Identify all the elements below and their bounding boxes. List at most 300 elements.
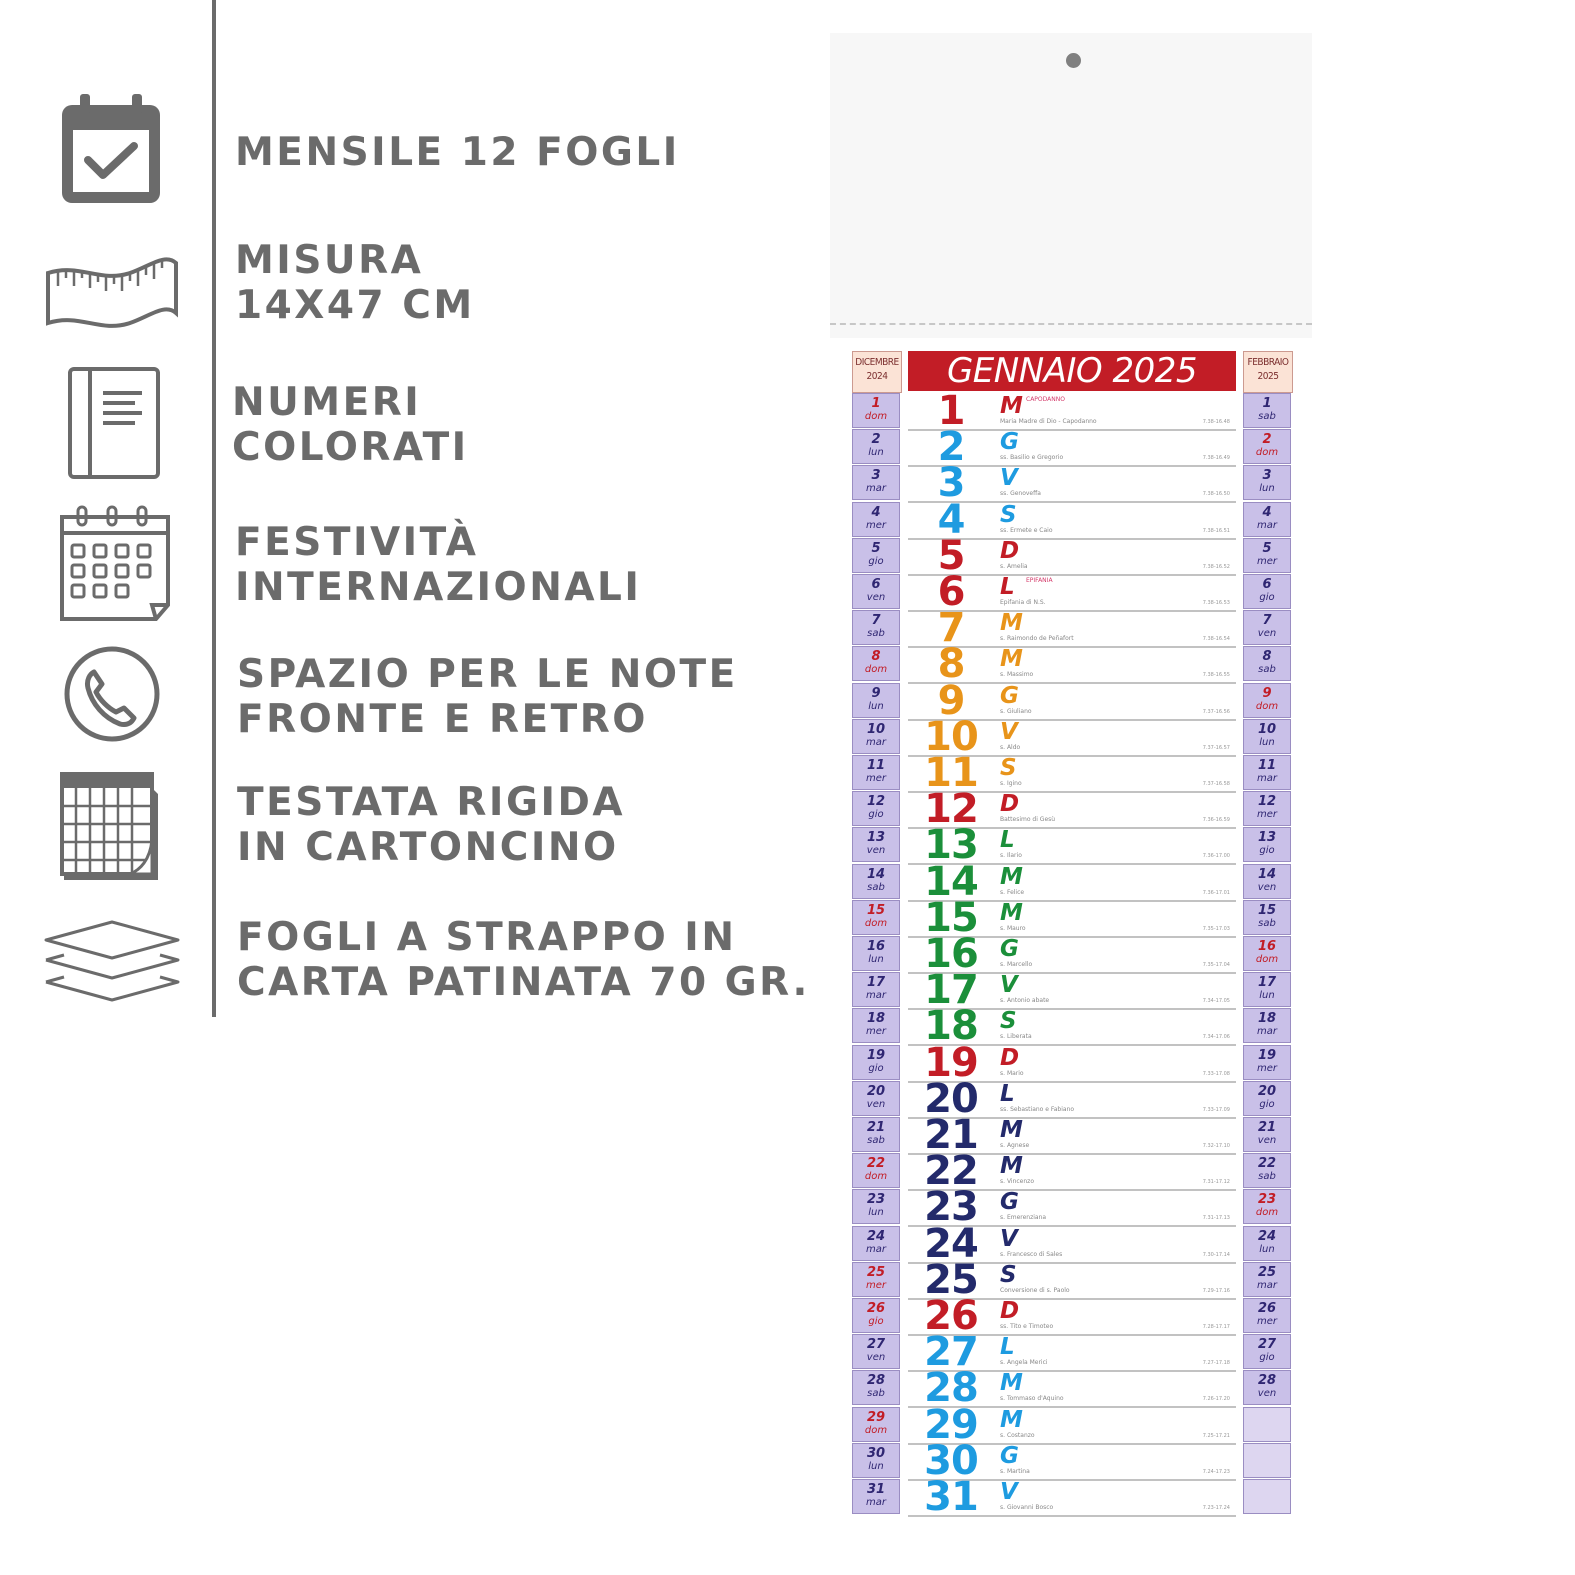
perforation-line bbox=[830, 323, 1312, 325]
sun-times: 7.38-16.51 bbox=[1202, 527, 1230, 534]
weekday-letter: S bbox=[1000, 1261, 1017, 1288]
saint-name: Maria Madre di Dio - Capodanno bbox=[1000, 418, 1097, 425]
side-day-number: 7 bbox=[1262, 613, 1272, 629]
day-number: 7 bbox=[937, 605, 965, 652]
sun-times: 7.38-16.49 bbox=[1202, 455, 1230, 462]
side-day-cell bbox=[852, 1298, 900, 1333]
saint-name: s. Costanzo bbox=[1000, 1431, 1035, 1439]
side-day-number: 14 bbox=[1257, 866, 1277, 882]
side-day-number: 12 bbox=[866, 794, 886, 810]
side-weekday: lun bbox=[1259, 990, 1275, 1002]
side-weekday: mer bbox=[1256, 809, 1277, 821]
side-day-number: 16 bbox=[1257, 939, 1277, 954]
feature-label: TESTATA RIGIDA IN CARTONCINO bbox=[237, 780, 626, 870]
weekday-letter: D bbox=[1000, 791, 1020, 818]
side-weekday: mar bbox=[866, 736, 886, 748]
side-day-cell bbox=[852, 393, 900, 428]
weekday-letter: L bbox=[1000, 827, 1015, 854]
day-number: 14 bbox=[924, 858, 978, 905]
side-weekday: mar bbox=[1257, 1026, 1277, 1038]
sun-times: 7.33-17.09 bbox=[1202, 1106, 1230, 1113]
weekday-letter: V bbox=[1000, 1479, 1018, 1505]
saint-name: Conversione di s. Paolo bbox=[1000, 1286, 1070, 1294]
side-day-number: 11 bbox=[1257, 758, 1277, 773]
side-day-number: 28 bbox=[866, 1373, 886, 1389]
weekday-letter: V bbox=[1000, 1225, 1018, 1252]
saint-name: s. Emerenziana bbox=[1000, 1214, 1047, 1222]
saint-name: s. Raimondo de Peñafort bbox=[1000, 635, 1074, 643]
side-weekday: lun bbox=[1259, 736, 1275, 748]
side-day-cell bbox=[1243, 1443, 1291, 1478]
side-day-cell bbox=[852, 972, 900, 1007]
side-day-number: 17 bbox=[866, 975, 886, 991]
side-weekday: ven bbox=[1257, 1135, 1277, 1146]
side-day-number: 24 bbox=[1257, 1228, 1277, 1244]
weekday-letter: M bbox=[1000, 899, 1023, 926]
side-day-cell bbox=[1243, 1479, 1291, 1514]
day-number: 13 bbox=[924, 822, 978, 869]
side-day-cell bbox=[852, 1153, 900, 1188]
sun-times: 7.35-17.04 bbox=[1202, 962, 1230, 968]
side-weekday: sab bbox=[1258, 917, 1276, 929]
sun-times: 7.30-17.14 bbox=[1202, 1251, 1230, 1258]
side-day-number: 20 bbox=[866, 1083, 886, 1099]
side-day-cell bbox=[852, 1226, 900, 1261]
side-weekday: sab bbox=[867, 881, 885, 893]
weekday-letter: M bbox=[1000, 863, 1023, 890]
side-day-cell bbox=[1243, 1081, 1291, 1116]
saint-name: s. Massimo bbox=[1000, 671, 1034, 679]
day-number: 1 bbox=[937, 388, 965, 434]
day-number: 31 bbox=[924, 1474, 978, 1520]
saint-name: s. Tommaso d'Aquino bbox=[1000, 1395, 1064, 1403]
side-day-cell bbox=[1243, 864, 1291, 899]
side-weekday: mar bbox=[866, 1497, 886, 1508]
side-weekday: mar bbox=[1257, 519, 1277, 531]
day-number: 26 bbox=[924, 1293, 978, 1339]
sun-times: 7.38-16.54 bbox=[1202, 636, 1230, 643]
sun-times: 7.36-17.01 bbox=[1202, 889, 1230, 896]
side-day-number: 29 bbox=[866, 1409, 886, 1425]
side-day-number: 11 bbox=[866, 758, 886, 773]
side-weekday: lun bbox=[868, 1207, 884, 1219]
side-day-cell bbox=[1243, 936, 1291, 971]
side-day-number: 2 bbox=[871, 432, 881, 448]
sun-times: 7.31-17.13 bbox=[1202, 1215, 1230, 1222]
saint-name: ss. Ermete e Caio bbox=[1000, 526, 1053, 534]
side-day-cell bbox=[1243, 972, 1291, 1007]
side-day-number: 4 bbox=[871, 504, 881, 520]
side-weekday: dom bbox=[864, 1171, 888, 1183]
weekday-letter: M bbox=[1000, 610, 1023, 637]
side-day-cell bbox=[852, 1189, 900, 1224]
side-day-cell bbox=[1243, 465, 1291, 500]
sun-times: 7.29-17.16 bbox=[1202, 1287, 1230, 1294]
side-weekday: lun bbox=[868, 447, 884, 459]
saint-name: s. Vincenzo bbox=[1000, 1178, 1034, 1186]
sun-times: 7.26-17.20 bbox=[1202, 1396, 1230, 1403]
day-number: 30 bbox=[924, 1437, 978, 1484]
weekday-letter: M bbox=[1000, 1153, 1023, 1180]
side-weekday: ven bbox=[1257, 628, 1277, 640]
month-title: GENNAIO 2025 bbox=[908, 351, 1236, 391]
calendar-sheet bbox=[830, 338, 1312, 1540]
side-day-cell bbox=[1243, 1407, 1291, 1442]
tape-measure-icon bbox=[40, 238, 180, 358]
side-day-cell bbox=[1243, 1008, 1291, 1043]
sun-times: 7.27-17.18 bbox=[1202, 1360, 1230, 1367]
saint-name: s. Martina bbox=[1000, 1467, 1030, 1475]
side-weekday: mar bbox=[1257, 773, 1277, 784]
side-day-cell bbox=[852, 1479, 900, 1514]
side-weekday: dom bbox=[1255, 954, 1279, 965]
feature-label: FESTIVITÀ INTERNAZIONALI bbox=[235, 520, 642, 610]
side-day-cell bbox=[1243, 429, 1291, 464]
weekday-letter: M bbox=[1000, 1117, 1023, 1143]
side-weekday: lun bbox=[1259, 1243, 1275, 1255]
sun-times: 7.36-16.59 bbox=[1202, 817, 1230, 824]
side-day-cell bbox=[1243, 900, 1291, 935]
sun-times: 7.37-16.57 bbox=[1202, 744, 1230, 751]
side-weekday: ven bbox=[1257, 1388, 1277, 1400]
weekday-letter: G bbox=[1000, 1442, 1019, 1469]
side-day-number: 9 bbox=[1262, 685, 1272, 701]
weekday-letter: M bbox=[1000, 1370, 1023, 1397]
side-weekday: mer bbox=[865, 1279, 886, 1291]
weekday-letter: D bbox=[1000, 1298, 1020, 1324]
side-day-number: 24 bbox=[866, 1228, 886, 1244]
side-weekday: lun bbox=[868, 1460, 884, 1472]
side-day-number: 27 bbox=[1257, 1337, 1277, 1353]
side-day-number: 17 bbox=[1257, 975, 1277, 991]
side-weekday: mar bbox=[866, 990, 886, 1002]
side-day-number: 23 bbox=[1257, 1192, 1277, 1208]
side-day-cell bbox=[852, 1262, 900, 1297]
side-weekday: gio bbox=[868, 555, 884, 567]
side-weekday: gio bbox=[868, 1316, 884, 1327]
day-number: 11 bbox=[924, 750, 978, 796]
saint-name: s. Francesco di Sales bbox=[1000, 1250, 1063, 1258]
side-weekday: mer bbox=[865, 1026, 886, 1038]
side-day-number: 10 bbox=[1257, 721, 1277, 737]
side-day-cell bbox=[852, 502, 900, 537]
side-day-number: 3 bbox=[871, 468, 881, 484]
side-weekday: sab bbox=[867, 1135, 885, 1146]
next-month-column bbox=[1243, 393, 1291, 1528]
weekday-letter: V bbox=[1000, 465, 1018, 492]
side-day-cell bbox=[1243, 610, 1291, 645]
weekday-letter: L bbox=[1000, 574, 1015, 600]
day-number: 20 bbox=[924, 1075, 978, 1122]
weekday-letter: M bbox=[1000, 1406, 1023, 1433]
saint-name: s. Aldo bbox=[1000, 743, 1021, 751]
day-number: 17 bbox=[924, 967, 978, 1014]
weekday-letter: S bbox=[1000, 501, 1017, 528]
saint-name: s. Ilario bbox=[1000, 852, 1022, 860]
side-day-number: 12 bbox=[1257, 794, 1277, 810]
side-day-number: 6 bbox=[871, 577, 881, 592]
side-weekday: lun bbox=[868, 700, 884, 712]
side-day-number: 16 bbox=[866, 939, 886, 954]
saint-name: ss. Genoveffa bbox=[1000, 490, 1041, 498]
sun-times: 7.38-16.50 bbox=[1202, 491, 1230, 498]
wall-calendar-icon bbox=[40, 770, 180, 890]
day-number: 6 bbox=[937, 569, 965, 615]
side-day-cell bbox=[1243, 1262, 1291, 1297]
side-day-number: 18 bbox=[1257, 1011, 1277, 1027]
side-day-number: 2 bbox=[1262, 432, 1272, 448]
side-day-cell bbox=[1243, 502, 1291, 537]
side-day-cell bbox=[1243, 1189, 1291, 1224]
side-weekday: mar bbox=[866, 1243, 886, 1255]
side-day-number: 26 bbox=[866, 1301, 886, 1316]
side-weekday: dom bbox=[864, 917, 888, 929]
side-day-number: 30 bbox=[866, 1445, 886, 1461]
weekday-letter: V bbox=[1000, 718, 1018, 745]
feature-misura bbox=[0, 238, 800, 348]
saint-name: s. Igino bbox=[1000, 780, 1022, 787]
notebook-icon bbox=[40, 365, 180, 485]
side-day-number: 15 bbox=[866, 902, 886, 918]
side-weekday: mer bbox=[1256, 1062, 1277, 1074]
weekday-letter: G bbox=[1000, 682, 1019, 709]
sun-times: 7.24-17.23 bbox=[1202, 1468, 1230, 1475]
day-number: 8 bbox=[937, 641, 965, 688]
day-number: 28 bbox=[924, 1365, 978, 1412]
side-day-number: 18 bbox=[866, 1011, 886, 1027]
side-day-cell bbox=[1243, 827, 1291, 862]
side-day-number: 5 bbox=[1262, 540, 1272, 556]
day-number: 27 bbox=[924, 1329, 978, 1376]
sun-times: 7.37-16.56 bbox=[1202, 708, 1230, 715]
feature-fogli bbox=[0, 910, 810, 1020]
saint-name: s. Antonio abate bbox=[1000, 997, 1050, 1005]
previous-month-column bbox=[852, 393, 900, 1528]
side-day-number: 4 bbox=[1262, 504, 1272, 520]
side-weekday: ven bbox=[866, 592, 886, 603]
side-weekday: gio bbox=[1259, 845, 1275, 857]
sun-times: 7.25-17.21 bbox=[1202, 1432, 1230, 1439]
feature-note bbox=[0, 642, 800, 752]
side-day-number: 7 bbox=[871, 613, 881, 629]
phone-icon bbox=[40, 642, 180, 762]
saint-name: ss. Basilio e Gregorio bbox=[1000, 454, 1064, 462]
side-day-cell bbox=[852, 1370, 900, 1405]
side-weekday: dom bbox=[864, 411, 888, 422]
side-day-cell bbox=[852, 429, 900, 464]
saint-name: s. Amelia bbox=[1000, 562, 1028, 570]
day-number: 22 bbox=[924, 1148, 978, 1195]
side-day-number: 23 bbox=[866, 1192, 886, 1208]
side-day-cell bbox=[1243, 755, 1291, 790]
sun-times: 7.37-16.58 bbox=[1202, 781, 1230, 787]
side-weekday: dom bbox=[1255, 700, 1279, 712]
side-day-cell bbox=[1243, 1370, 1291, 1405]
weekday-letter: G bbox=[1000, 429, 1019, 456]
side-day-cell bbox=[852, 1117, 900, 1152]
sun-times: 7.34-17.05 bbox=[1202, 998, 1230, 1005]
feature-label: NUMERI COLORATI bbox=[232, 380, 469, 470]
weekday-letter: D bbox=[1000, 1044, 1020, 1071]
feature-label: SPAZIO PER LE NOTE FRONTE E RETRO bbox=[237, 652, 738, 742]
side-day-cell bbox=[1243, 538, 1291, 573]
side-weekday: dom bbox=[864, 664, 888, 676]
side-day-number: 26 bbox=[1257, 1301, 1277, 1316]
next-month-header: FEBBRAIO 2025 bbox=[1243, 351, 1293, 393]
saint-name: Epifania di N.S. bbox=[1000, 599, 1046, 606]
saint-name: ss. Sebastiano e Fabiano bbox=[1000, 1105, 1075, 1113]
day-number: 5 bbox=[937, 532, 965, 579]
day-number: 24 bbox=[924, 1220, 978, 1267]
sun-times: 7.36-17.00 bbox=[1202, 853, 1230, 860]
sun-times: 7.38-16.52 bbox=[1202, 563, 1230, 570]
saint-name: s. Mauro bbox=[1000, 924, 1026, 932]
saint-name: s. Marcello bbox=[1000, 961, 1033, 968]
side-day-cell bbox=[852, 1334, 900, 1369]
day-number: 3 bbox=[937, 460, 965, 507]
side-day-cell bbox=[852, 1443, 900, 1478]
sun-times: 7.35-17.03 bbox=[1202, 925, 1230, 932]
side-weekday: sab bbox=[1258, 664, 1276, 676]
side-weekday: ven bbox=[866, 1098, 886, 1110]
side-day-number: 22 bbox=[866, 1156, 886, 1172]
day-number: 18 bbox=[924, 1003, 978, 1050]
calendar-grid-icon bbox=[40, 505, 180, 625]
side-weekday: mer bbox=[1256, 1316, 1277, 1327]
side-day-number: 21 bbox=[1257, 1120, 1277, 1135]
side-weekday: lun bbox=[1259, 483, 1275, 495]
layers-icon bbox=[40, 910, 180, 1030]
sun-times: 7.31-17.12 bbox=[1202, 1179, 1230, 1186]
side-weekday: sab bbox=[1258, 1171, 1276, 1183]
side-day-cell bbox=[852, 900, 900, 935]
side-weekday: dom bbox=[864, 1424, 888, 1436]
day-number: 19 bbox=[924, 1039, 978, 1086]
side-day-cell bbox=[852, 1407, 900, 1442]
side-day-number: 6 bbox=[1262, 577, 1272, 592]
side-day-number: 28 bbox=[1257, 1373, 1277, 1389]
weekday-letter: S bbox=[1000, 755, 1017, 781]
side-day-number: 8 bbox=[1262, 649, 1272, 665]
sun-times: 7.38-16.55 bbox=[1202, 672, 1230, 679]
day-number: 2 bbox=[937, 424, 965, 471]
day-number: 16 bbox=[924, 931, 978, 977]
day-number: 15 bbox=[924, 894, 978, 941]
side-day-cell bbox=[852, 683, 900, 718]
side-day-cell bbox=[1243, 1298, 1291, 1333]
weekday-letter: D bbox=[1000, 537, 1020, 564]
previous-month-header: DICEMBRE 2024 bbox=[852, 351, 902, 393]
side-day-cell bbox=[852, 465, 900, 500]
side-day-number: 1 bbox=[1262, 396, 1272, 411]
day-number: 9 bbox=[937, 677, 965, 724]
day-number: 29 bbox=[924, 1401, 978, 1448]
side-day-number: 3 bbox=[1262, 468, 1272, 484]
day-number: 12 bbox=[924, 786, 978, 833]
side-day-cell bbox=[852, 1045, 900, 1080]
sun-times: 7.38-16.48 bbox=[1202, 419, 1230, 425]
hanging-hole bbox=[1066, 53, 1081, 68]
side-day-number: 10 bbox=[866, 721, 886, 737]
side-weekday: dom bbox=[1255, 1207, 1279, 1219]
side-day-cell bbox=[852, 936, 900, 971]
side-weekday: sab bbox=[867, 1388, 885, 1400]
side-weekday: mar bbox=[1257, 1279, 1277, 1291]
side-day-cell bbox=[852, 1008, 900, 1043]
weekday-letter: L bbox=[1000, 1334, 1015, 1361]
sun-times: 7.38-16.53 bbox=[1202, 600, 1230, 606]
side-day-number: 19 bbox=[1257, 1047, 1277, 1063]
side-day-number: 13 bbox=[1257, 830, 1277, 846]
day-number: 10 bbox=[924, 713, 978, 760]
side-day-cell bbox=[852, 646, 900, 681]
side-day-cell bbox=[852, 719, 900, 754]
side-day-cell bbox=[852, 791, 900, 826]
feature-label: FOGLI A STRAPPO IN CARTA PATINATA 70 GR. bbox=[237, 915, 810, 1005]
side-day-cell bbox=[852, 827, 900, 862]
side-weekday: ven bbox=[866, 1352, 886, 1364]
side-day-number: 1 bbox=[871, 396, 881, 411]
side-day-cell bbox=[1243, 683, 1291, 718]
side-day-cell bbox=[1243, 393, 1291, 428]
wall-calendar bbox=[830, 33, 1312, 1540]
weekday-letter: V bbox=[1000, 972, 1018, 999]
side-day-number: 13 bbox=[866, 830, 886, 846]
side-weekday: sab bbox=[867, 628, 885, 640]
sun-times: 7.33-17.08 bbox=[1202, 1070, 1230, 1077]
side-day-cell bbox=[1243, 1153, 1291, 1188]
side-day-number: 5 bbox=[871, 540, 881, 556]
side-day-cell bbox=[1243, 791, 1291, 826]
day-row bbox=[908, 1474, 1236, 1520]
side-weekday: gio bbox=[868, 809, 884, 821]
side-day-number: 25 bbox=[1257, 1264, 1277, 1280]
side-day-number: 14 bbox=[866, 866, 886, 882]
side-day-cell bbox=[1243, 574, 1291, 609]
saint-name: ss. Tito e Timoteo bbox=[1000, 1323, 1054, 1330]
sun-times: 7.34-17.06 bbox=[1202, 1034, 1230, 1041]
feature-label: MENSILE 12 FOGLI bbox=[235, 130, 680, 175]
day-number: 4 bbox=[937, 496, 965, 543]
saint-name: s. Giuliano bbox=[1000, 707, 1032, 715]
feature-mensile bbox=[0, 92, 800, 212]
side-day-number: 21 bbox=[866, 1120, 886, 1135]
side-day-number: 20 bbox=[1257, 1083, 1277, 1099]
feature-testata bbox=[0, 770, 800, 890]
feature-label: MISURA 14X47 CM bbox=[235, 238, 475, 328]
side-weekday: gio bbox=[1259, 592, 1275, 603]
side-day-cell bbox=[852, 610, 900, 645]
side-weekday: ven bbox=[1257, 881, 1277, 893]
saint-name: s. Felice bbox=[1000, 888, 1025, 896]
side-day-number: 9 bbox=[871, 685, 881, 701]
side-day-number: 15 bbox=[1257, 902, 1277, 918]
saint-name: s. Angela Merici bbox=[1000, 1359, 1048, 1367]
weekday-letter: L bbox=[1000, 1080, 1015, 1107]
saint-name: s. Mario bbox=[1000, 1069, 1024, 1077]
side-day-cell bbox=[852, 538, 900, 573]
weekday-letter: S bbox=[1000, 1008, 1017, 1035]
saint-name: s. Liberata bbox=[1000, 1033, 1032, 1041]
side-weekday: mer bbox=[865, 773, 886, 784]
side-weekday: lun bbox=[868, 954, 884, 965]
weekday-letter: M bbox=[1000, 393, 1023, 419]
holiday-label: CAPODANNO bbox=[1026, 396, 1065, 403]
side-day-number: 19 bbox=[866, 1047, 886, 1063]
side-day-cell bbox=[1243, 1226, 1291, 1261]
side-weekday: mer bbox=[1256, 555, 1277, 567]
side-day-number: 22 bbox=[1257, 1156, 1277, 1172]
